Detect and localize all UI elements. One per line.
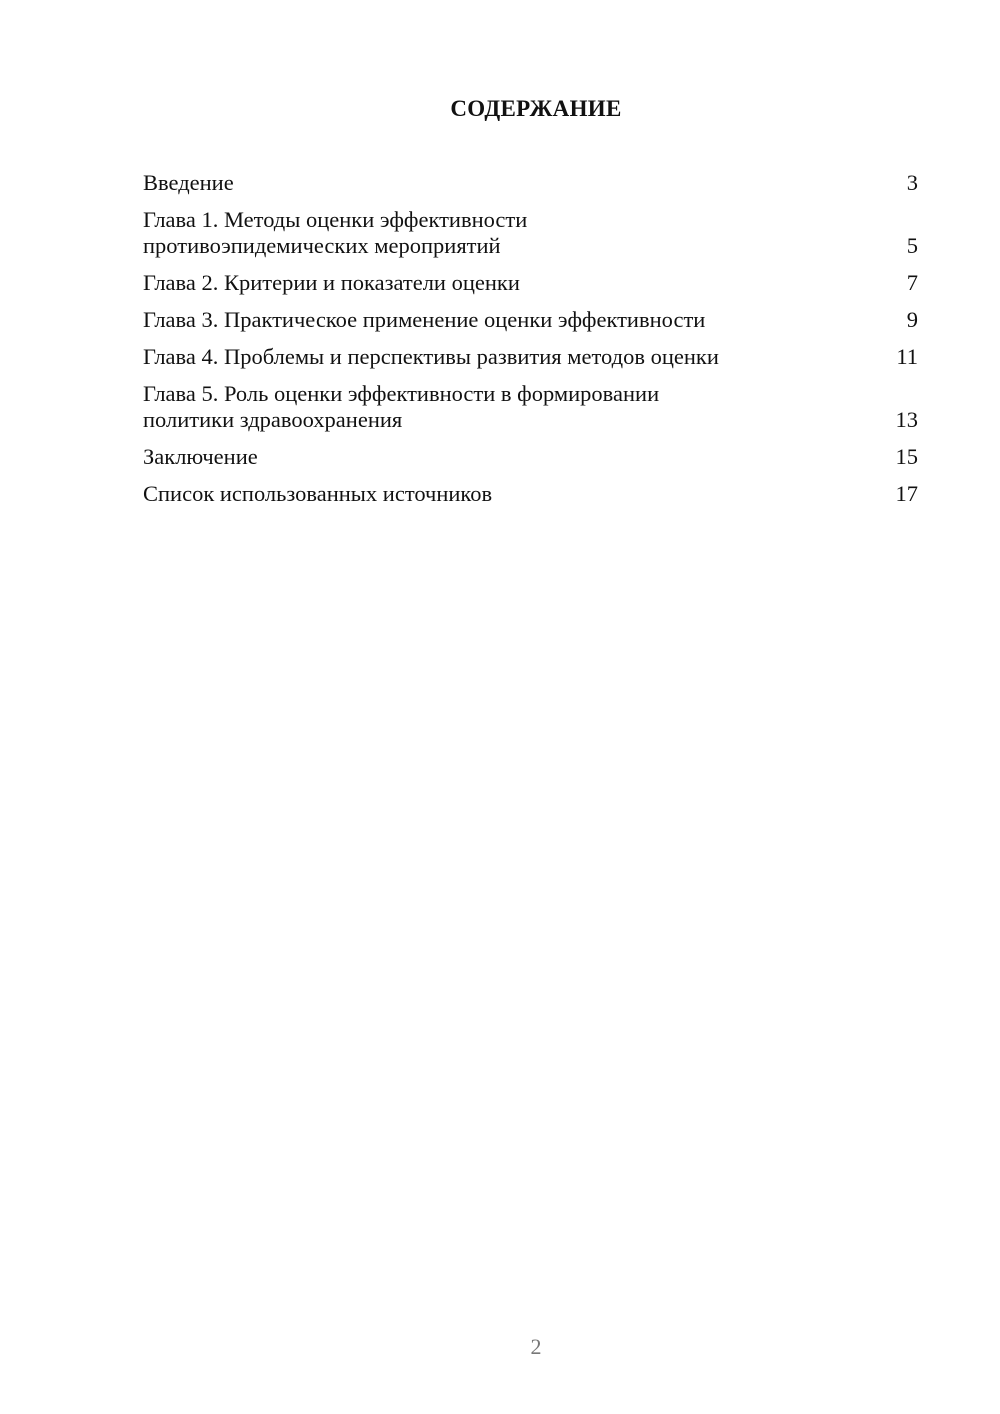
toc-item-page: 7 [906,270,918,295]
toc-item-chapter-1[interactable] [143,207,918,259]
toc-item-title-line: политики здравоохранения [143,407,403,432]
toc-item-title [143,207,527,259]
toc-item-chapter-4[interactable] [143,344,918,370]
toc-item-page: 5 [906,233,918,258]
toc-item-title [143,307,705,333]
toc-item-page: 3 [906,170,918,195]
toc-item-title [143,270,520,296]
toc-item-chapter-2[interactable] [143,270,918,296]
toc-item-chapter-3[interactable] [143,307,918,333]
toc-item-introduction[interactable] [143,170,918,196]
toc-item-title-line: Глава 5. Роль оценки эффективности в формировании [143,381,660,406]
toc-item-title [143,481,492,507]
toc-item-page: 11 [896,344,918,369]
toc-item-title-line: Введение [143,170,234,195]
toc-item-title-line: Список использованных источников [143,481,493,506]
toc-item-title-line: Глава 1. Методы оценки эффективности [143,207,528,232]
toc-item-title [143,444,258,470]
toc-item-title [143,344,719,370]
toc-item-title-line: Глава 4. Проблемы и перспективы развития методов оценки [143,344,719,369]
toc-item-page: 15 [895,444,918,469]
toc-item-title-line: Заключение [143,444,258,469]
page-title: СОДЕРЖАНИЕ [450,96,622,121]
toc-item-title-line: Глава 3. Практическое применение оценки эффективности [143,307,706,332]
toc-item-title [143,170,234,196]
toc-item-references[interactable] [143,481,918,507]
page-number: 2 [530,1334,542,1359]
toc-item-conclusion[interactable] [143,444,918,470]
toc-item-page: 17 [895,481,918,506]
toc-item-page: 13 [895,407,918,432]
toc-item-title-line: Глава 2. Критерии и показатели оценки [143,270,520,295]
toc-item-chapter-5[interactable] [143,381,918,433]
toc-item-title-line: противоэпидемических мероприятий [143,233,501,258]
table-of-contents [143,170,918,518]
toc-item-page: 9 [906,307,918,332]
toc-item-title [143,381,659,433]
